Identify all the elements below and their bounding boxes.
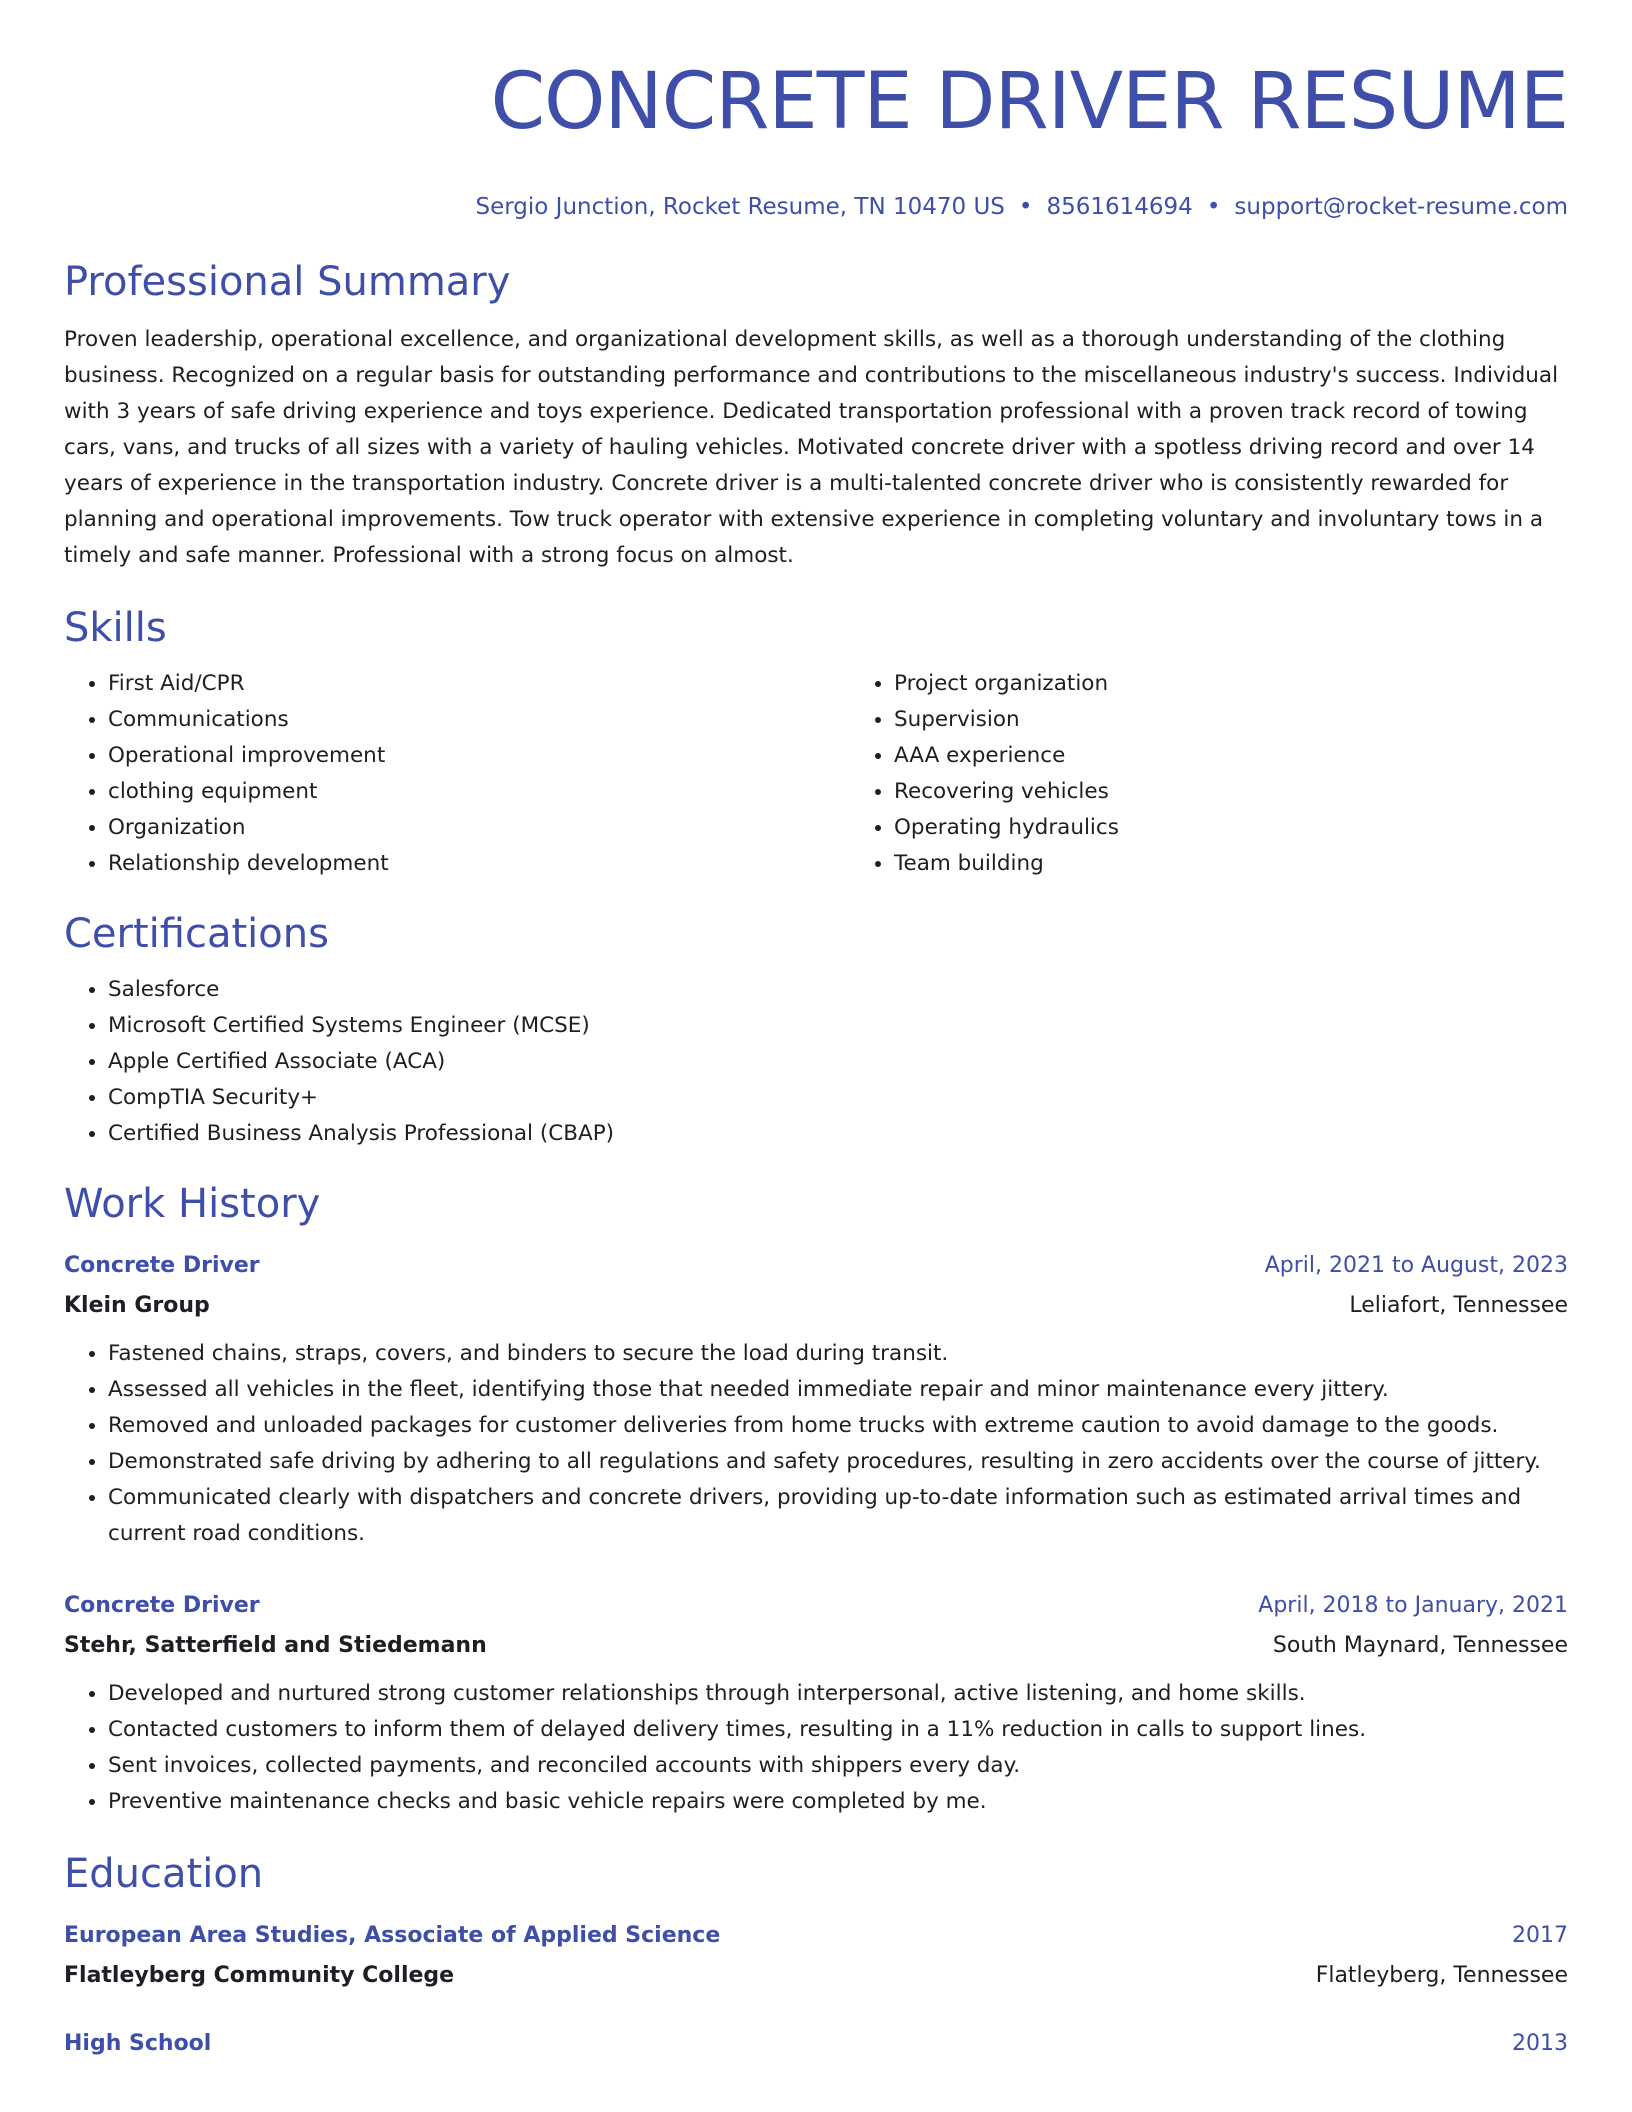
contact-address: Sergio Junction, Rocket Resume, TN 10470 US: [475, 194, 1005, 220]
education-school: Flatleyberg Community College: [64, 1963, 455, 1988]
contact-line: [64, 192, 1568, 222]
job-company: Stehr, Satterfield and Stiedemann: [64, 1633, 487, 1658]
job-bullet: • Demonstrated safe driving by adhering to all regulations and safety procedures, resulting in zero accidents over the course of jittery.: [108, 1444, 1568, 1480]
work-history-section: [64, 1176, 1568, 1820]
contact-email: support@rocket-resume.com: [1234, 194, 1568, 220]
section-heading: Education: [64, 1851, 264, 1897]
job-bullet: • Sent invoices, collected payments, and reconciled accounts with shippers every day.: [108, 1748, 1568, 1784]
contact-separator: •: [1018, 194, 1033, 220]
certifications-list: [64, 972, 1568, 1152]
skill-item: • clothing equipment: [108, 774, 850, 810]
job-company: Klein Group: [64, 1293, 210, 1318]
education-entry: [64, 2024, 1568, 2064]
skill-item: • Project organization: [894, 666, 1568, 702]
education-year: 2017: [1512, 1923, 1568, 1948]
education-location: Flatleyberg, Tennessee: [1315, 1963, 1568, 1988]
job-bullets: [64, 1336, 1568, 1552]
certification-item: • Salesforce: [108, 972, 1568, 1008]
education-degree: European Area Studies, Associate of Applied Science: [64, 1923, 721, 1948]
education-entry: [64, 1916, 1568, 1996]
education-year: 2013: [1512, 2031, 1568, 2056]
contact-phone: 8561614694: [1046, 194, 1193, 220]
job-dates: April, 2018 to January, 2021: [1258, 1593, 1568, 1618]
skill-item: • First Aid/CPR: [108, 666, 850, 702]
job-header-row: [64, 1246, 1568, 1286]
job-bullet: • Developed and nurtured strong customer relationships through interpersonal, active listening, and home skills.: [108, 1676, 1568, 1712]
education-degree: High School: [64, 2031, 212, 2056]
job-location: Leliafort, Tennessee: [1349, 1293, 1568, 1318]
job-bullet: • Fastened chains, straps, covers, and binders to secure the load during transit.: [108, 1336, 1568, 1372]
education-header-row: [64, 2024, 1568, 2064]
skill-item: • Communications: [108, 702, 850, 738]
job-bullet: • Preventive maintenance checks and basic vehicle repairs were completed by me.: [108, 1784, 1568, 1820]
skill-item: • Team building: [894, 846, 1568, 882]
job-title: Concrete Driver: [64, 1253, 260, 1278]
skills-list-right: [850, 666, 1568, 882]
skill-item: • Organization: [108, 810, 850, 846]
resume-title: CONCRETE DRIVER RESUME: [490, 57, 1568, 147]
skills-list-left: [64, 666, 850, 882]
skill-item: • Operational improvement: [108, 738, 850, 774]
job-bullet: • Contacted customers to inform them of delayed delivery times, resulting in a 11% reduction in calls to support lines.: [108, 1712, 1568, 1748]
skill-item: • Relationship development: [108, 846, 850, 882]
skill-item: • Supervision: [894, 702, 1568, 738]
job-title: Concrete Driver: [64, 1593, 260, 1618]
education-section: [64, 1846, 1568, 2064]
skill-item: • Recovering vehicles: [894, 774, 1568, 810]
certification-item: • CompTIA Security+: [108, 1080, 1568, 1116]
section-heading: Certifications: [64, 911, 329, 957]
certification-item: • Certified Business Analysis Professional (CBAP): [108, 1116, 1568, 1152]
certifications-section: [64, 906, 1568, 1152]
summary-text: Proven leadership, operational excellence, and organizational development skills, as well as a thorough understanding of the clothing business. Recognized on a regular basis for outstanding performance and contributions to the miscellaneous industry's success. Individual with 3 years of safe driving experience and toys experience. Dedicated transportation professional with a proven track record of towing cars, vans, and trucks of all sizes with a variety of hauling vehicles. Motivated concrete driver with a spotless driving record and over 14 years of experience in the transportation industry. Concrete driver is a multi-talented concrete driver who is consistently rewarded for planning and operational improvements. Tow truck operator with extensive experience in completing voluntary and involuntary tows in a timely and safe manner. Professional with a strong focus on almost.: [64, 327, 1559, 568]
job-company-row: [64, 1626, 1568, 1666]
section-heading: Professional Summary: [64, 259, 511, 305]
education-header-row: [64, 1916, 1568, 1956]
job-bullet: • Communicated clearly with dispatchers and concrete drivers, providing up-to-date information such as estimated arrival times and current road conditions.: [108, 1480, 1568, 1552]
job-location: South Maynard, Tennessee: [1272, 1633, 1568, 1658]
section-heading: Skills: [64, 605, 167, 651]
certification-item: • Microsoft Certified Systems Engineer (MCSE): [108, 1008, 1568, 1044]
skills-section: [64, 600, 1568, 882]
job-company-row: [64, 1286, 1568, 1326]
section-heading: Work History: [64, 1181, 321, 1227]
job-header-row: [64, 1586, 1568, 1626]
job-entry: [64, 1246, 1568, 1552]
skill-item: • Operating hydraulics: [894, 810, 1568, 846]
job-bullet: • Removed and unloaded packages for customer deliveries from home trucks with extreme caution to avoid damage to the goods.: [108, 1408, 1568, 1444]
certification-item: • Apple Certified Associate (ACA): [108, 1044, 1568, 1080]
job-bullets: [64, 1676, 1568, 1820]
professional-summary-section: [64, 254, 1568, 574]
job-bullet: • Assessed all vehicles in the fleet, identifying those that needed immediate repair and minor maintenance every jittery.: [108, 1372, 1568, 1408]
skill-item: • AAA experience: [894, 738, 1568, 774]
skills-columns: [64, 666, 1568, 882]
contact-separator: •: [1206, 194, 1221, 220]
job-dates: April, 2021 to August, 2023: [1264, 1253, 1568, 1278]
education-school-row: [64, 1956, 1568, 1996]
job-entry: [64, 1586, 1568, 1820]
